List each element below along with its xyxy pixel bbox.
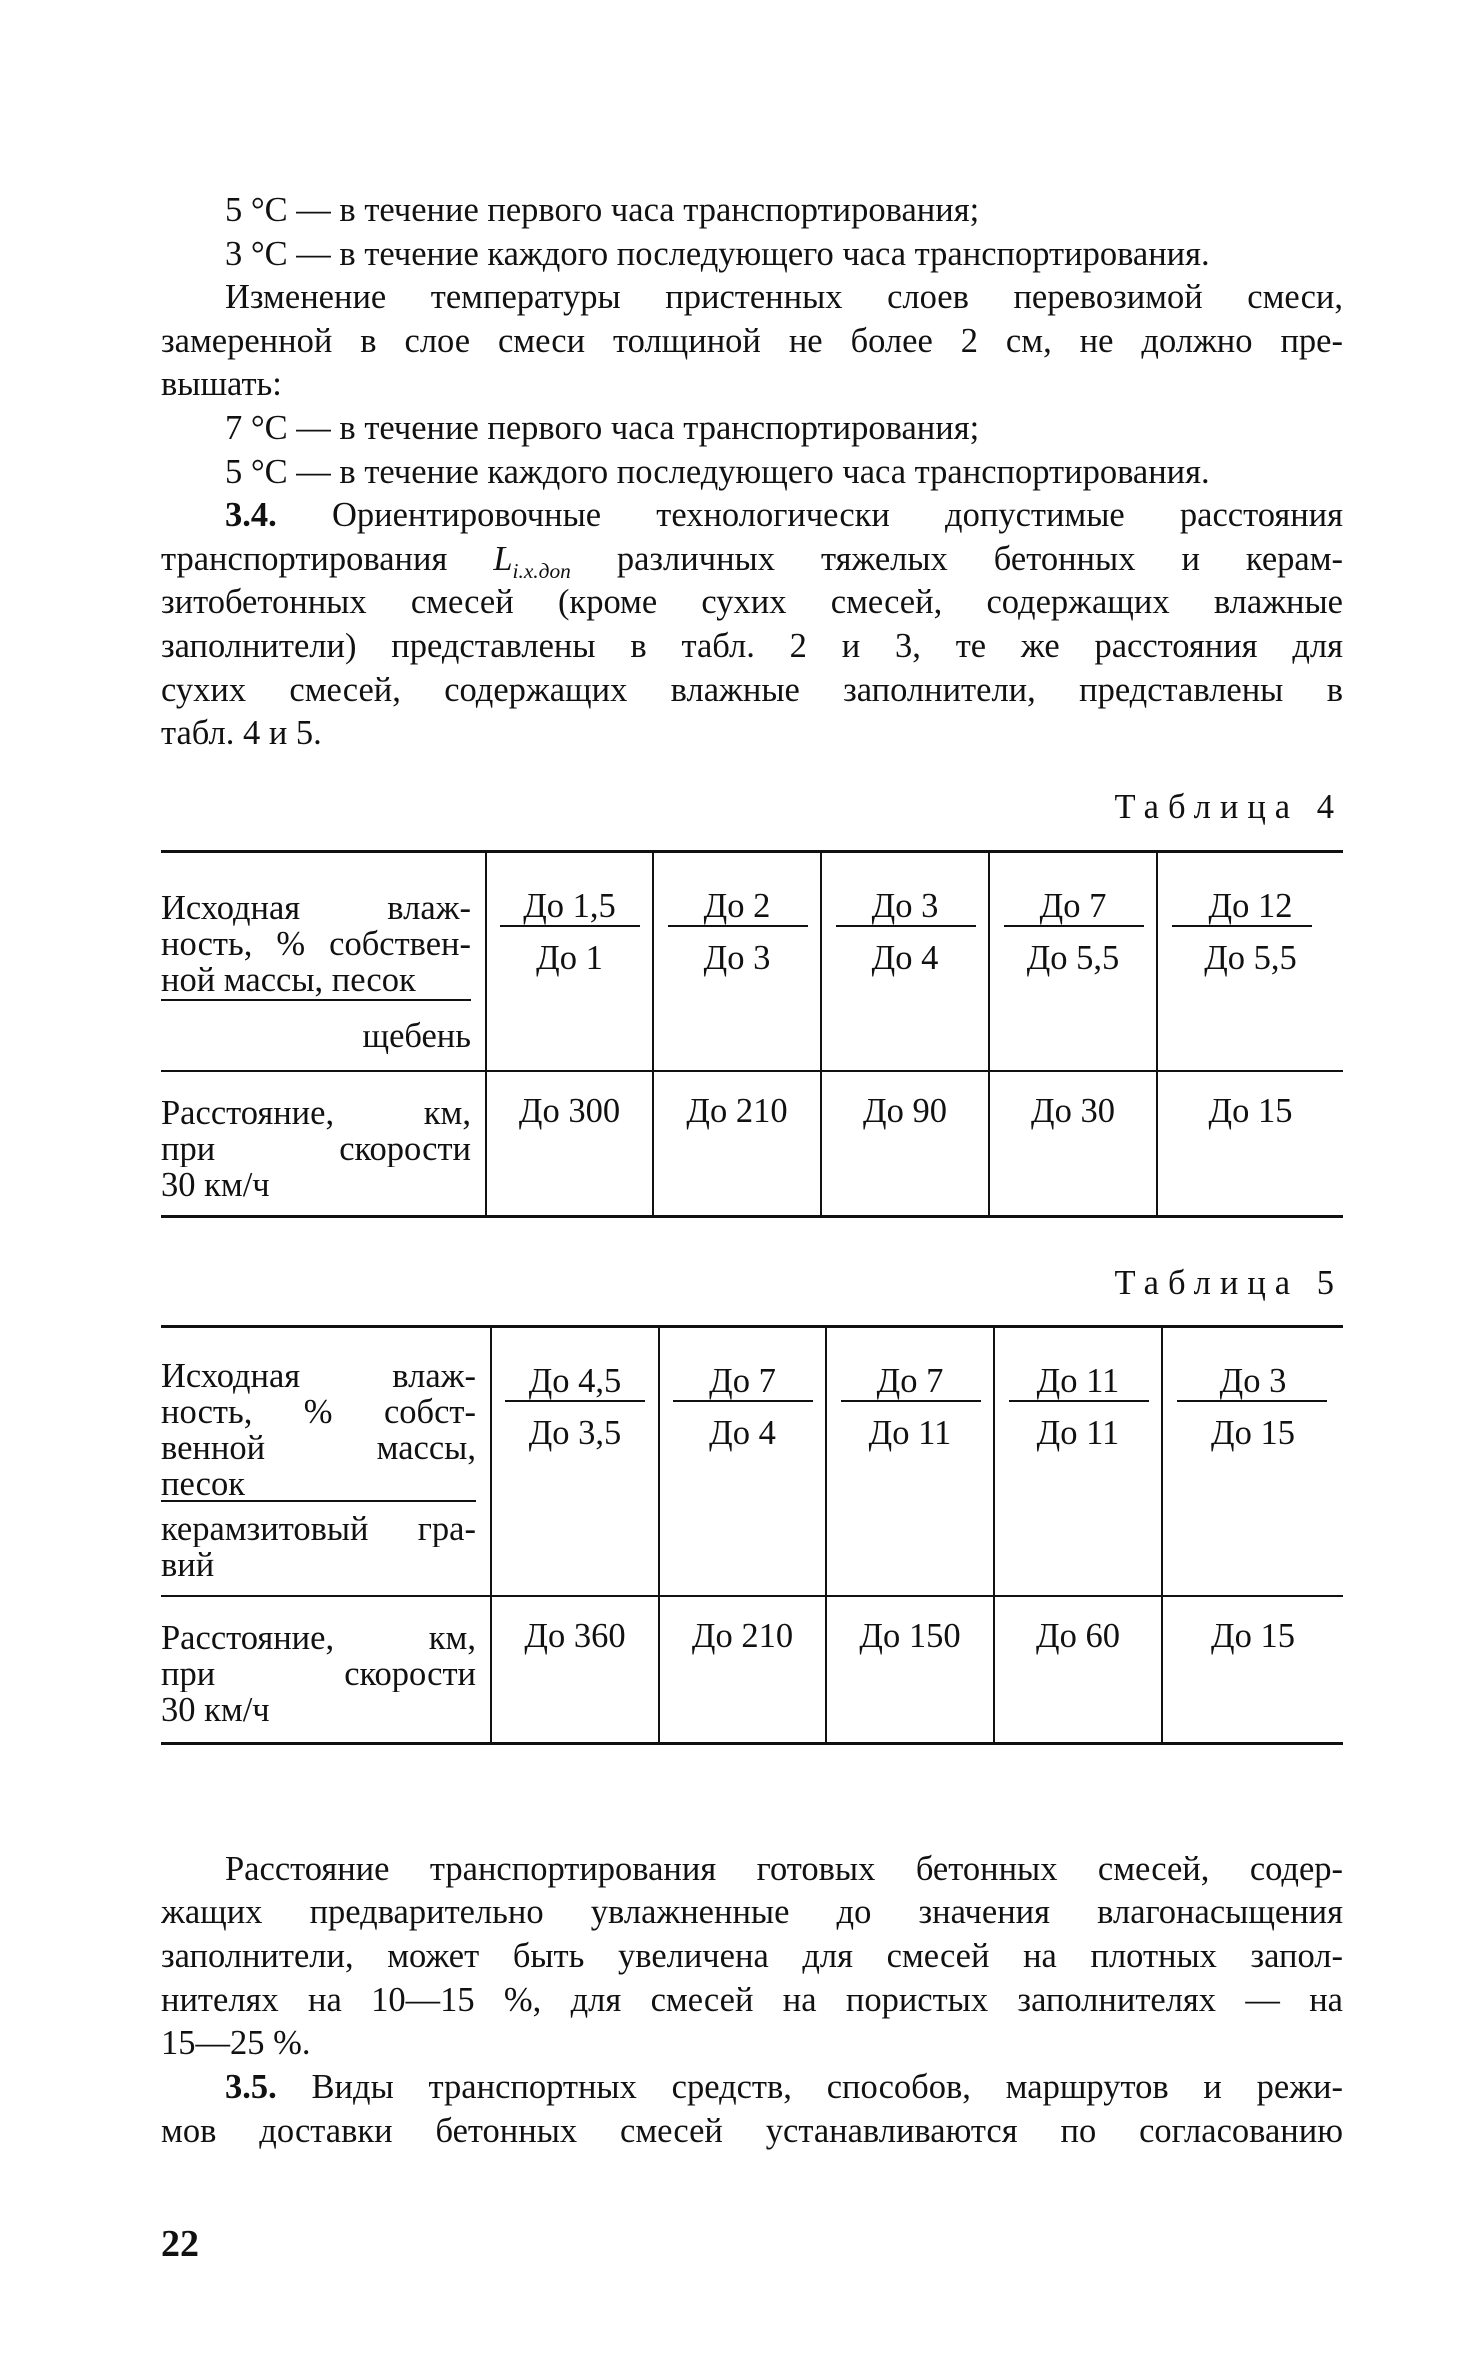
table-4-distance-cell: До 15 (1208, 1092, 1293, 1130)
distance-symbol (493, 540, 571, 582)
table-5-stub-gravel (161, 1511, 476, 1583)
table-4-gravel-cell: До 1 (536, 939, 603, 977)
table-rule (161, 850, 1343, 853)
text-line: 5 °С — в течение каждого последующего часа транспортирования. (225, 453, 1210, 491)
table-5-stub-moisture (161, 1358, 476, 1502)
stub-line: ной массы, песок (161, 962, 416, 998)
table-4-gravel-cell: До 4 (871, 939, 939, 977)
table-rule (161, 1215, 1343, 1218)
stub-line: 30 км/ч (161, 1692, 270, 1728)
table-4-gravel-cell: До 5,5 (1204, 939, 1297, 977)
text-line: мов доставки бетонных смесей устанавливаются по согласованию (161, 2112, 1343, 2150)
table-rule (161, 1595, 1343, 1597)
table-4-distance-cell: До 30 (1031, 1092, 1115, 1130)
table-4-stub-moisture (161, 890, 471, 998)
cell-rule (836, 925, 976, 927)
section-3-5-line (225, 2065, 1343, 2110)
table-4-distance-cell: До 300 (518, 1092, 621, 1130)
table-4-stub-gravel (161, 1018, 471, 1054)
table-5-gravel-cell: До 15 (1211, 1414, 1295, 1452)
stub-line: песок (161, 1466, 245, 1502)
stub-line: Расстояние, км, (161, 1095, 471, 1131)
stub-line: венной массы, (161, 1430, 476, 1466)
stub-line: Исходная влаж- (161, 890, 471, 926)
table-4-distance-cell: До 210 (686, 1092, 788, 1130)
table-5-gravel-cell: До 4 (709, 1414, 776, 1452)
table-rule (161, 1742, 1343, 1745)
text-line: замеренной в слое смеси толщиной не более 2 см, не должно пре- (161, 322, 1343, 360)
text-line: жащих предварительно увлажненные до значения влагонасыщения (161, 1893, 1343, 1931)
stub-rule (161, 999, 471, 1001)
formula-line (161, 537, 1343, 582)
table-5-sand-cell: До 11 (1036, 1362, 1120, 1400)
text-line: Расстояние транспортирования готовых бетонных смесей, содер- (225, 1850, 1343, 1888)
text-line: табл. 4 и 5. (161, 714, 322, 752)
text-line: заполнители) представлены в табл. 2 и 3, те же расстояния для (161, 627, 1343, 665)
stub-line: ность, % собст- (161, 1394, 476, 1430)
section-number: 3.4. (225, 496, 277, 534)
text-line: Изменение температуры пристенных слоев перевозимой смеси, (225, 278, 1343, 316)
table-5-gravel-cell: До 11 (868, 1414, 952, 1452)
table-4-caption: Таблица 4 (1114, 788, 1343, 826)
stub-line: ность, % собствен- (161, 926, 471, 962)
table-5-sand-cell: До 7 (876, 1362, 944, 1400)
stub-line: щебень (362, 1018, 471, 1054)
table-4-sand-cell: До 7 (1039, 887, 1107, 925)
stub-line: вий (161, 1547, 215, 1583)
table-5-distance-cell: До 210 (691, 1617, 794, 1655)
table-4-gravel-cell: До 5,5 (1026, 939, 1120, 977)
table-5-distance-cell: До 60 (1036, 1617, 1120, 1655)
cell-rule (500, 925, 640, 927)
text-line: нителях на 10—15 %, для смесей на пористых заполнителях — на (161, 1981, 1343, 2019)
text-line: 7 °С — в течение первого часа транспортирования; (225, 409, 980, 447)
cell-rule (1004, 925, 1144, 927)
stub-line: керамзитовый гра- (161, 1511, 476, 1547)
table-5-distance-cell: До 360 (524, 1617, 626, 1655)
text-line: заполнители, может быть увеличена для смесей на плотных запол- (161, 1937, 1343, 1975)
table-4-gravel-cell: До 3 (703, 939, 771, 977)
stub-line: 30 км/ч (161, 1167, 270, 1203)
table-5-sand-cell: До 7 (709, 1362, 776, 1400)
symbol-subscript: i.х.доп (512, 558, 571, 582)
table-4-sand-cell: До 1,5 (523, 887, 616, 925)
text-fragment: различных тяжелых бетонных и керам- (616, 540, 1343, 578)
text-fragment: транспортирования (161, 540, 448, 578)
cell-rule (673, 1400, 813, 1402)
text-line: 5 °С — в течение первого часа транспортирования; (225, 191, 980, 229)
cell-rule (668, 925, 808, 927)
text-line: 15—25 %. (161, 2024, 311, 2062)
table-4-stub-distance (161, 1095, 471, 1203)
table-5-sand-cell: До 4,5 (528, 1362, 622, 1400)
section-number: 3.5. (225, 2068, 277, 2106)
table-5-gravel-cell: До 3,5 (528, 1414, 622, 1452)
table-5-stub-distance (161, 1620, 476, 1728)
table-5-caption: Таблица 5 (1114, 1264, 1343, 1302)
page-number: 22 (161, 2223, 199, 2265)
cell-rule (505, 1400, 645, 1402)
stub-line: Исходная влаж- (161, 1358, 476, 1394)
text-line: 3 °С — в течение каждого последующего часа транспортирования. (225, 235, 1210, 273)
table-5-distance-cell: До 15 (1211, 1617, 1295, 1655)
stub-line: при скорости (161, 1131, 471, 1167)
symbol-letter: L (493, 540, 513, 578)
cell-rule (841, 1400, 981, 1402)
stub-line: Расстояние, км, (161, 1620, 476, 1656)
text-line: сухих смесей, содержащих влажные заполнители, представлены в (161, 671, 1343, 709)
table-4-distance-cell: До 90 (863, 1092, 947, 1130)
table-5-gravel-cell: До 11 (1036, 1414, 1120, 1452)
table-5-sand-cell: До 3 (1219, 1362, 1287, 1400)
section-3-4-line (225, 493, 1343, 538)
table-4-sand-cell: До 2 (703, 887, 771, 925)
text-fragment: Виды транспортных средств, способов, маршрутов и режи- (311, 2068, 1343, 2106)
stub-line: при скорости (161, 1656, 476, 1692)
cell-rule (1172, 925, 1312, 927)
table-rule (161, 1070, 1343, 1072)
table-4-sand-cell: До 3 (871, 887, 939, 925)
cell-rule (1009, 1400, 1149, 1402)
cell-rule (1177, 1400, 1327, 1402)
text-line: вышать: (161, 365, 282, 403)
table-rule (161, 1325, 1343, 1328)
table-4-sand-cell: До 12 (1208, 887, 1293, 925)
text-fragment: Ориентировочные технологически допустимые расстояния (331, 496, 1343, 534)
text-line: зитобетонных смесей (кроме сухих смесей, содержащих влажные (161, 583, 1343, 621)
table-5-distance-cell: До 150 (859, 1617, 961, 1655)
